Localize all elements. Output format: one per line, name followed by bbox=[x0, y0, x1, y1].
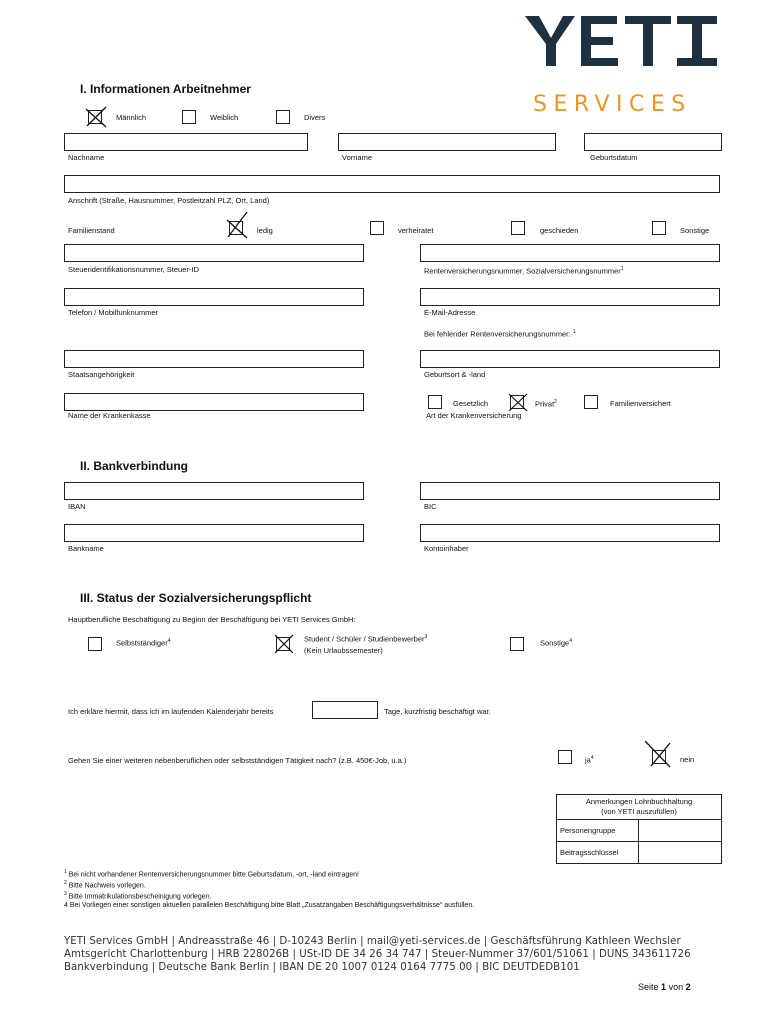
notes-header-line1: Anmerkungen Lohnbuchhaltung bbox=[585, 797, 693, 806]
checkbox-geschieden[interactable] bbox=[511, 221, 525, 235]
input-telefon[interactable] bbox=[64, 288, 364, 306]
input-staatsangehoerigkeit[interactable] bbox=[64, 350, 364, 368]
input-bic[interactable] bbox=[420, 482, 720, 500]
label-krankenkasse: Name der Krankenkasse bbox=[68, 411, 151, 420]
page-number: Seite 1 von 2 bbox=[638, 982, 691, 992]
checkbox-nein[interactable] bbox=[652, 750, 666, 764]
checkbox-verheiratet[interactable] bbox=[370, 221, 384, 235]
checkbox-selbststaendiger[interactable] bbox=[88, 637, 102, 651]
label-rv-nummer: Rentenversicherungsnummer, Sozialversicherungsnummer$^1$ bbox=[424, 266, 624, 276]
input-geburtsdatum[interactable] bbox=[584, 133, 722, 151]
checkbox-ledig[interactable] bbox=[229, 221, 243, 235]
label-student-sub: (Kein Urlaubssemester) bbox=[304, 646, 383, 655]
checked-x-icon bbox=[225, 216, 249, 240]
notes-cell-beitragsschluessel[interactable] bbox=[639, 842, 722, 864]
footnote-4: 4 Bei Vorliegen einer sonstigen aktuellen parallelen Beschäftigung bitte Blatt „Zusatzangaben Beschäftigungsverhältnisse“ ausfüllen. bbox=[64, 902, 475, 909]
label-male: Männlich bbox=[116, 113, 147, 122]
footer-line-3: Bankverbindung | Deutsche Bank Berlin | IBAN DE 20 1007 0124 0164 7775 00 | BIC DEUTDEDB101 bbox=[64, 962, 580, 973]
footer-line-2: Amtsgericht Charlottenburg | HRB 228026B | USt-ID DE 34 26 34 747 | Steuer-Nummer 37/601/51061 | DUNS 343611726 bbox=[64, 949, 691, 960]
input-tage[interactable] bbox=[312, 701, 378, 719]
label-verheiratet: verheiratet bbox=[398, 226, 434, 235]
input-kontoinhaber[interactable] bbox=[420, 524, 720, 542]
footnote-3: $^3$ Bitte Immatrikulationsbescheinigung vorlegen. bbox=[64, 891, 212, 901]
label-telefon: Telefon / Mobilfunknummer bbox=[68, 308, 159, 317]
checkbox-sonstige-familienstand[interactable] bbox=[652, 221, 666, 235]
notes-row-label-beitragsschluessel: Beitragsschlüssel bbox=[557, 842, 639, 864]
label-vorname: Vorname bbox=[342, 153, 373, 162]
declare-text-pre: Ich erkläre hiermit, dass ich im laufenden Kalenderjahr bereits bbox=[68, 707, 274, 716]
checked-x-icon bbox=[648, 745, 672, 769]
checkbox-student[interactable] bbox=[276, 637, 290, 651]
label-nachname: Nachname bbox=[68, 153, 105, 162]
label-student: Student / Schüler / Studienbewerber$^3$ bbox=[304, 634, 428, 644]
label-female: Weiblich bbox=[210, 113, 239, 122]
section-title-sv-status: III. Status der Sozialversicherungspflicht bbox=[80, 591, 312, 605]
input-anschrift[interactable] bbox=[64, 175, 720, 193]
yeti-logo bbox=[525, 16, 717, 66]
label-sonstige-familienstand: Sonstige bbox=[680, 226, 710, 235]
checked-x-icon bbox=[272, 632, 296, 656]
label-email: E-Mail-Adresse bbox=[424, 308, 476, 317]
label-nein: nein bbox=[680, 755, 695, 764]
input-vorname[interactable] bbox=[338, 133, 556, 151]
label-fehlende-rv: Bei fehlender Rentenversicherungsnummer: $^1$ bbox=[424, 329, 576, 339]
label-bankname: Bankname bbox=[68, 544, 104, 553]
notes-table-header bbox=[557, 795, 722, 820]
label-familienversichert: Familienversichert bbox=[610, 399, 671, 408]
section-title-bank: II. Bankverbindung bbox=[80, 459, 189, 473]
input-steuer-id[interactable] bbox=[64, 244, 364, 262]
question-text: Gehen Sie einer weiteren nebenberuflichen oder selbstständigen Tätigkeit nach? (z.B. 450€-Job, u.a.) bbox=[68, 756, 407, 765]
label-gesetzlich: Gesetzlich bbox=[453, 399, 489, 408]
label-familienstand: Familienstand bbox=[68, 226, 115, 235]
section-title-employee-info: I. Informationen Arbeitnehmer bbox=[80, 82, 251, 96]
label-bic: BIC bbox=[424, 502, 437, 511]
label-diverse: Divers bbox=[304, 113, 326, 122]
label-staatsangehoerigkeit: Staatsangehörigkeit bbox=[68, 370, 135, 379]
payroll-notes-table bbox=[556, 794, 722, 864]
input-iban[interactable] bbox=[64, 482, 364, 500]
footer-line-1: YETI Services GmbH | Andreasstraße 46 | D-10243 Berlin | mail@yeti-services.de | Geschäftsführung Kathleen Wechsler bbox=[64, 936, 681, 947]
checkbox-female[interactable] bbox=[182, 110, 196, 124]
label-privat: Privat$^2$ bbox=[535, 399, 557, 409]
checkbox-sonstige-status[interactable] bbox=[510, 637, 524, 651]
notes-row-label-personengruppe: Personengruppe bbox=[557, 820, 639, 842]
label-geburtsdatum: Geburtsdatum bbox=[590, 153, 638, 162]
input-geburtsort[interactable] bbox=[420, 350, 720, 368]
checked-x-icon bbox=[84, 105, 108, 129]
input-nachname[interactable] bbox=[64, 133, 308, 151]
input-krankenkasse[interactable] bbox=[64, 393, 364, 411]
label-selbststaendiger: Selbstständiger$^4$ bbox=[116, 638, 171, 648]
label-kontoinhaber: Kontoinhaber bbox=[424, 544, 469, 553]
sv-intro-text: Hauptberufliche Beschäftigung zu Beginn der Beschäftigung bei YETI Services GmbH: bbox=[68, 615, 356, 624]
checkbox-diverse[interactable] bbox=[276, 110, 290, 124]
label-ledig: ledig bbox=[257, 226, 273, 235]
notes-cell-personengruppe[interactable] bbox=[639, 820, 722, 842]
notes-header-line2: (von YETI auszufüllen) bbox=[601, 807, 677, 816]
label-art-kv: Art der Krankenversicherung bbox=[426, 411, 522, 420]
input-bankname[interactable] bbox=[64, 524, 364, 542]
checkbox-familienversichert[interactable] bbox=[584, 395, 598, 409]
input-email[interactable] bbox=[420, 288, 720, 306]
checkbox-ja[interactable] bbox=[558, 750, 572, 764]
input-rv-nummer[interactable] bbox=[420, 244, 720, 262]
footnote-1: $^1$ Bei nicht vorhandener Rentenversicherungsnummer bitte Geburtsdatum, -ort, -land eintragen! bbox=[64, 869, 359, 879]
declare-text-post: Tage, kurzfristig beschäftigt war. bbox=[384, 707, 491, 716]
label-sonstige-status: Sonstige$^4$ bbox=[540, 638, 572, 648]
footnote-2: $^2$ Bitte Nachweis vorlegen. bbox=[64, 880, 146, 890]
label-iban: IBAN bbox=[68, 502, 86, 511]
checkbox-gesetzlich[interactable] bbox=[428, 395, 442, 409]
label-anschrift: Anschrift (Straße, Hausnummer, Postleitzahl PLZ, Ort, Land) bbox=[68, 196, 270, 205]
label-geburtsort: Geburtsort & -land bbox=[424, 370, 486, 379]
label-ja: $ja^4$ bbox=[585, 755, 594, 765]
label-steuer-id: Steueridentifikationsnummer, Steuer-ID bbox=[68, 265, 199, 274]
checkbox-male[interactable] bbox=[88, 110, 102, 124]
label-geschieden: geschieden bbox=[540, 226, 579, 235]
logo-services-text: SERVICES bbox=[533, 92, 692, 117]
checkbox-privat[interactable] bbox=[510, 395, 524, 409]
